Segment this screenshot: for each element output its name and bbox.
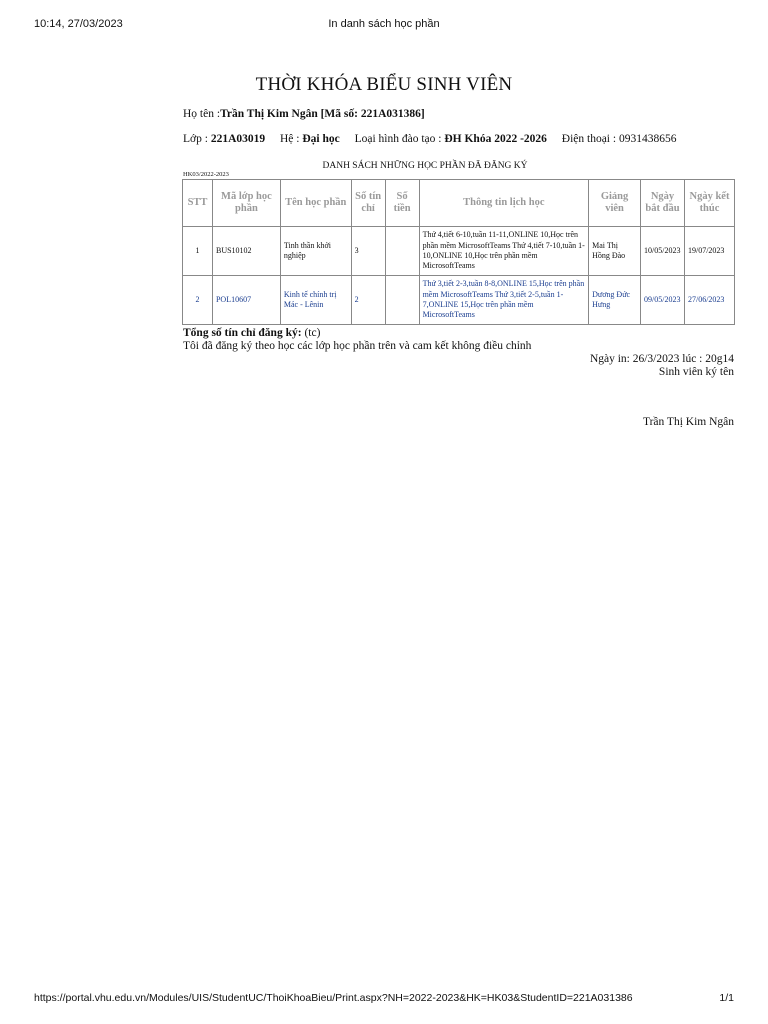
cell-credits: 2 [351, 276, 385, 325]
print-date: Ngày in: 26/3/2023 lúc : 20g14 [589, 353, 734, 365]
cell-stt: 1 [183, 227, 213, 276]
student-name-line [183, 108, 425, 120]
cell-end: 19/07/2023 [684, 227, 734, 276]
cell-code: BUS10102 [212, 227, 280, 276]
signature-label: Sinh viên ký tên [658, 366, 734, 378]
total-credits-label: Tổng số tín chỉ đăng ký: [183, 327, 302, 339]
print-url: https://portal.vhu.edu.vn/Modules/UIS/StudentUC/ThoiKhoaBieu/Print.aspx?NH=2022-2023&HK=HK03&StudentID=221A031386 [34, 992, 633, 1004]
class-label: Lớp : [183, 133, 211, 145]
cell-start: 09/05/2023 [641, 276, 685, 325]
cell-name: Kinh tế chính trị Mác - Lênin [280, 276, 351, 325]
header-credits: Số tín chỉ [351, 180, 385, 227]
cell-lecturer: Dương Đức Hưng [589, 276, 641, 325]
total-credits-value: (tc) [301, 327, 321, 339]
signature-name: Trần Thị Kim Ngân [642, 416, 734, 428]
cell-code: POL10607 [212, 276, 280, 325]
class-value: 221A03019 [210, 133, 266, 145]
header-start: Ngày bắt đầu [641, 180, 685, 227]
print-page-title: In danh sách học phần [328, 18, 440, 30]
cell-end: 27/06/2023 [684, 276, 734, 325]
print-datetime: 10:14, 27/03/2023 [34, 18, 123, 30]
commitment-text: Tôi đã đăng ký theo học các lớp học phần trên và cam kết không điều chỉnh [183, 340, 532, 352]
cell-credits: 3 [351, 227, 385, 276]
header-stt: STT [183, 180, 213, 227]
level-label: Hệ : [280, 133, 303, 145]
student-info-line [183, 133, 676, 145]
cell-fee [385, 276, 419, 325]
training-value: ĐH Khóa 2022 -2026 [444, 133, 547, 145]
cell-stt: 2 [183, 276, 213, 325]
cell-schedule: Thứ 3,tiết 2-3,tuần 8-8,ONLINE 15,Học trên phần mềm MicrosoftTeams Thứ 3,tiết 2-5,tuần 1-7,ONLINE 15,Học trên phần mềm MicrosoftTeams [419, 276, 589, 325]
registered-courses-table [182, 179, 735, 325]
training-label: Loại hình đào tạo : [354, 133, 445, 145]
phone-label: Điện thoại : [561, 133, 619, 145]
table-row [183, 227, 735, 276]
document-title: THỜI KHÓA BIỂU SINH VIÊN [255, 74, 513, 95]
phone-value: 0931438656 [618, 133, 677, 145]
cell-schedule: Thứ 4,tiết 6-10,tuần 11-11,ONLINE 10,Học trên phần mềm MicrosoftTeams Thứ 4,tiết 7-10,tuần 1-10,ONLINE 10,Học trên phần mềm MicrosoftTeams [419, 227, 589, 276]
table-header-row [183, 180, 735, 227]
page-number: 1/1 [719, 992, 734, 1004]
cell-fee [385, 227, 419, 276]
header-fee: Số tiền [385, 180, 419, 227]
level-value: Đại học [302, 133, 340, 145]
cell-name: Tinh thần khởi nghiệp [280, 227, 351, 276]
name-value: Trần Thị Kim Ngân [Mã số: 221A031386] [220, 108, 425, 120]
table-row [183, 276, 735, 325]
list-title: DANH SÁCH NHỮNG HỌC PHẦN ĐÃ ĐĂNG KÝ [322, 161, 528, 171]
total-credits-line [183, 327, 320, 339]
header-schedule: Thông tin lịch học [419, 180, 589, 227]
cell-start: 10/05/2023 [641, 227, 685, 276]
name-label: Họ tên : [183, 108, 221, 120]
header-lecturer: Giảng viên [589, 180, 641, 227]
header-code: Mã lớp học phần [212, 180, 280, 227]
header-end: Ngày kết thúc [684, 180, 734, 227]
header-name: Tên học phần [280, 180, 351, 227]
cell-lecturer: Mai Thị Hồng Đào [589, 227, 641, 276]
semester-label: HK03/2022-2023 [183, 171, 229, 178]
